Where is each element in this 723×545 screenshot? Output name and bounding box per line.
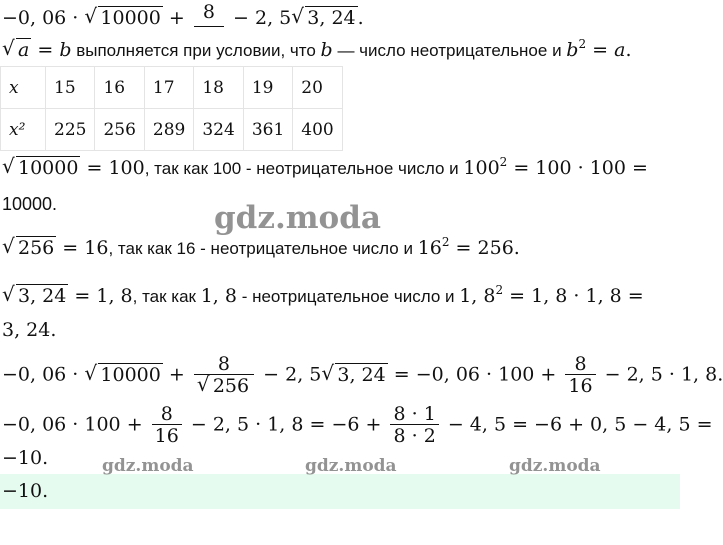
table-header-x2: x² bbox=[1, 109, 46, 151]
watermark-main: gdz.moda bbox=[214, 200, 381, 236]
table-cell: 324 bbox=[194, 109, 243, 151]
table-cell: 289 bbox=[144, 109, 193, 151]
table-cell: 19 bbox=[243, 67, 292, 109]
table-cell: 15 bbox=[46, 67, 95, 109]
sqrt-324-line: √ 3, 24 = 1, 8, так как 1, 8 - неотрицательное число и 1, $8^2 = 1$, 8 · 1, 8 = bbox=[2, 282, 644, 307]
definition-line: √ a = b выполняется при условии, что b — число неотрицательное и $b^2 = a$. bbox=[2, 36, 632, 61]
table-cell: 18 bbox=[194, 67, 243, 109]
definition-text-2: — число неотрицательное и bbox=[332, 41, 567, 60]
table-cell: 400 bbox=[293, 109, 342, 151]
calculation-line: −0, 06 · 100 + $\frac{8}{16}$ − 2, 5 · 1, 8 = −6 + $\frac{8 \cdot 1}{8 \cdot 2}$ − 4, 5 = −6 + 0, 5 − 4, 5 = bbox=[2, 403, 713, 447]
squares-table bbox=[0, 66, 343, 151]
sqrt-10000-result: 10000. bbox=[2, 194, 58, 214]
answer-text: −10. bbox=[2, 480, 49, 502]
task-expression: −0, 06 · √ 10000 + 8 − 2, 5 √ 3, 24 . bbox=[2, 1, 364, 29]
table-row bbox=[1, 67, 343, 109]
sqrt-10000-line: √ 10000 = 100, так как 100 - неотрицательное число и $100^2 = 100 \cdot 100$ = bbox=[2, 154, 648, 179]
table-cell: 225 bbox=[46, 109, 95, 151]
table-cell: 256 bbox=[95, 109, 144, 151]
table-row bbox=[1, 109, 343, 151]
watermark-small: gdz.moda bbox=[102, 456, 194, 476]
table-cell: 16 bbox=[95, 67, 144, 109]
table-cell: 20 bbox=[293, 67, 342, 109]
sqrt-256-text: , так как 16 - неотрицательное число и bbox=[108, 239, 418, 258]
sqrt-324-text-2: - неотрицательное число и bbox=[236, 287, 460, 306]
sqrt-256-line: √ 256 = 16, так как 16 - неотрицательное число и $16^2 = 256$. bbox=[2, 234, 520, 259]
table-cell: 17 bbox=[144, 67, 193, 109]
substitution-line: −0, 06 · √ 10000 + 8 √ 256 − 2, 5 √ 3, 24 = −0, 06 · 100 + $\frac{8}{16}$ − 2, 5 · 1, 8. bbox=[2, 353, 723, 397]
definition-text-1: выполняется при условии, что bbox=[71, 41, 321, 60]
watermark-small: gdz.moda bbox=[509, 456, 601, 476]
sqrt-324-result: 3, 24. bbox=[2, 319, 57, 341]
watermark-small: gdz.moda bbox=[305, 456, 397, 476]
sqrt-10000-text: , так как 100 - неотрицательное число и bbox=[144, 159, 464, 178]
sqrt-324-text-1: , так как bbox=[132, 287, 201, 306]
calculation-result: −10. bbox=[2, 447, 49, 469]
table-cell: 361 bbox=[243, 109, 292, 151]
answer-bar bbox=[0, 474, 680, 509]
table-header-x: x bbox=[1, 67, 46, 109]
